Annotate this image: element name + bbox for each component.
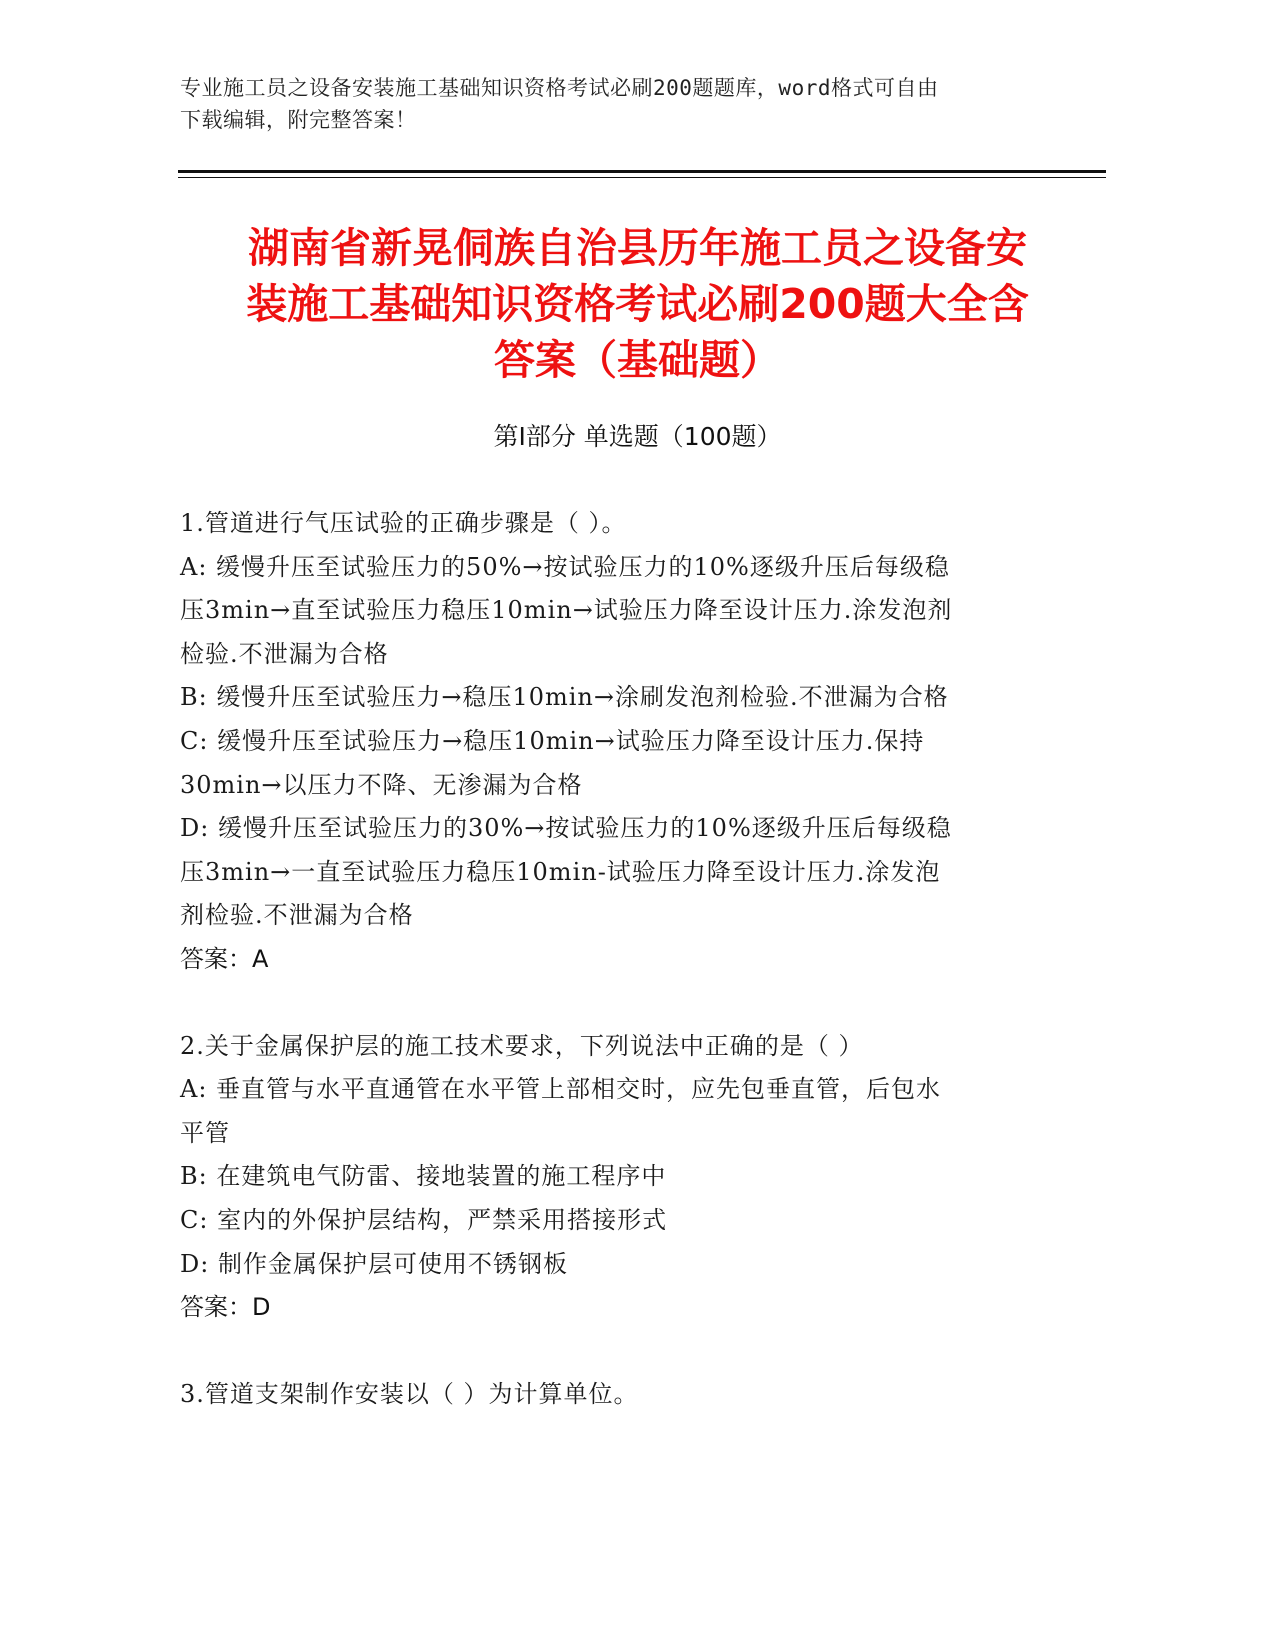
header-note-line-1: 专业施工员之设备安装施工基础知识资格考试必刷200题题库，word格式可自由 [180, 76, 939, 100]
question-option-line: C: 室内的外保护层结构，严禁采用搭接形式 [180, 1205, 668, 1234]
document-title-line-3: 答案（基础题） [494, 336, 781, 384]
question-stem: 3.管道支架制作安装以（ ）为计算单位。 [180, 1379, 639, 1408]
document-title-line-1: 湖南省新晃侗族自治县历年施工员之设备安 [248, 224, 1027, 272]
question-1 [180, 502, 1040, 982]
question-option-line: 压3min→直至试验压力稳压10min→试验压力降至设计压力.涂发泡剂 [180, 596, 953, 625]
header-divider-thick [178, 170, 1106, 173]
header-note [180, 72, 1040, 136]
question-option-line: A: 垂直管与水平直通管在水平管上部相交时，应先包垂直管，后包水 [180, 1075, 942, 1104]
question-option-line: D: 缓慢升压至试验压力的30%→按试验压力的10%逐级升压后每级稳 [180, 814, 952, 843]
question-option-line: 检验.不泄漏为合格 [180, 639, 389, 668]
header-note-line-2: 下载编辑，附完整答案！ [180, 108, 417, 132]
question-option-line: 压3min→一直至试验压力稳压10min-试验压力降至设计压力.涂发泡 [180, 857, 941, 886]
question-spacer [180, 1330, 1040, 1373]
question-option-line: 平管 [180, 1118, 230, 1147]
question-stem: 1.管道进行气压试验的正确步骤是（ ）。 [180, 509, 627, 537]
question-option-line: B: 在建筑电气防雷、接地装置的施工程序中 [180, 1162, 667, 1191]
section-title: 第Ⅰ部分 单选题（100题） [493, 422, 782, 451]
document-title [170, 220, 1105, 388]
question-answer: 答案：A [180, 944, 269, 973]
question-option-line: 30min→以压力不降、无渗漏为合格 [180, 770, 583, 799]
question-answer: 答案：D [180, 1293, 271, 1322]
question-option-line: D: 制作金属保护层可使用不锈钢板 [180, 1249, 568, 1278]
question-spacer [180, 982, 1040, 1025]
question-option-line: B: 缓慢升压至试验压力→稳压10min→涂刷发泡剂检验.不泄漏为合格 [180, 683, 949, 712]
question-2 [180, 1025, 1040, 1330]
question-option-line: C: 缓慢升压至试验压力→稳压10min→试验压力降至设计压力.保持 [180, 726, 925, 755]
document-title-line-2: 装施工基础知识资格考试必刷200题大全含 [246, 280, 1029, 328]
question-option-line: 剂检验.不泄漏为合格 [180, 901, 414, 930]
question-3 [180, 1373, 1040, 1417]
question-stem: 2.关于金属保护层的施工技术要求，下列说法中正确的是（ ） [180, 1031, 864, 1060]
question-list [180, 502, 1040, 1416]
question-option-line: A: 缓慢升压至试验压力的50%→按试验压力的10%逐级升压后每级稳 [180, 552, 950, 581]
header-divider-thin [178, 177, 1106, 178]
